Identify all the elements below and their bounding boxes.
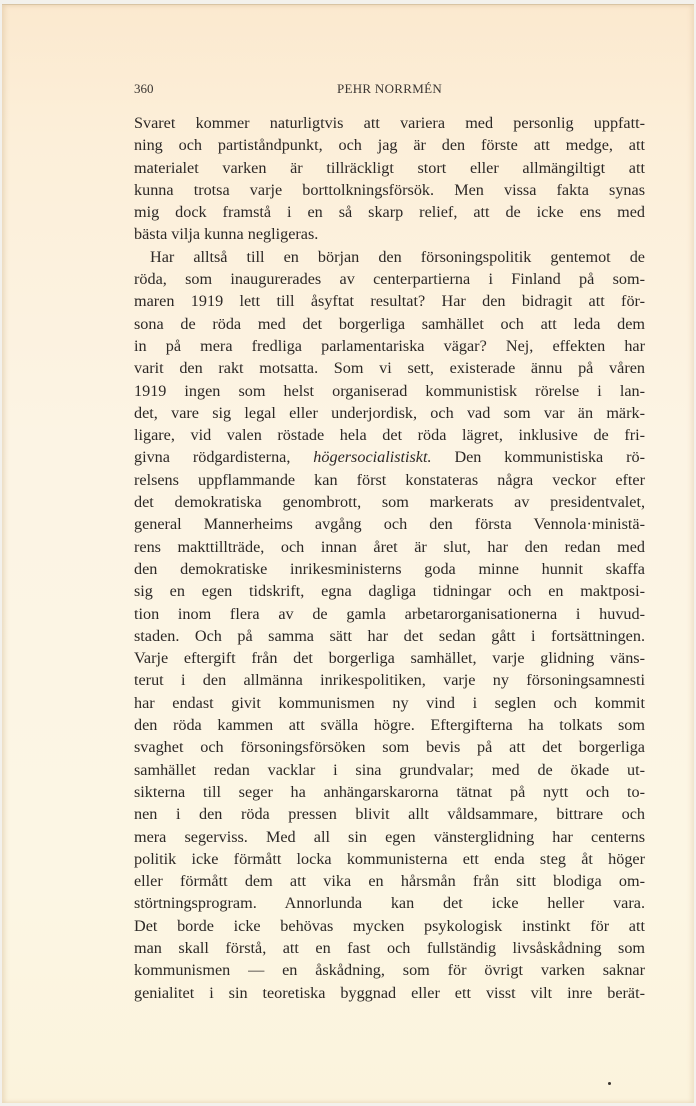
- text-line: har endast givit kommunismen ny vind i seglen och kommit: [134, 693, 645, 712]
- text-line: 1919 ingen som helst organiserad kommunistisk rörelse i lan-: [134, 381, 645, 400]
- text-line: Har alltså till en början den försoningspolitik gentemot de: [150, 247, 645, 266]
- text-line: störtningsprogram. Annorlunda kan det icke heller vara.: [134, 894, 645, 913]
- text-line: Svaret kommer naturligtvis att variera med personlig uppfatt-: [134, 114, 645, 132]
- book-page: [2, 4, 694, 1103]
- text-line: eller förmått dem att vika en hårsmån från sitt blodiga om-: [134, 872, 645, 891]
- text-line: ning och partiståndpunkt, och jag är den förste att medge, att: [134, 136, 645, 155]
- text-line-with-italic: [134, 446, 645, 468]
- text-line: mig dock framstå i en så skarp relief, att de icke ens med: [134, 203, 645, 222]
- page-header: [134, 81, 645, 99]
- page-number: 360: [134, 81, 154, 96]
- body-text: [134, 112, 645, 1004]
- text-line: terut i den allmänna inrikespolitiken, varje ny försoningsamnesti: [134, 671, 645, 690]
- ink-speck: [608, 1082, 611, 1085]
- text-line: kunna trotsa varje borttolkningsförsök. Men vissa fakta synas: [134, 180, 645, 199]
- text-line: man skall förstå, att en fast och fullständig livsåskådning som: [134, 938, 645, 957]
- text-line: den röda kammen att svälla högre. Eftergifterna ha tolkats som: [134, 716, 645, 735]
- text-line: Det borde icke behövas mycken psykologisk instinkt för att: [134, 916, 645, 935]
- text-line: nen i den röda pressen blivit allt våldsammare, bittrare och: [134, 805, 645, 824]
- text-line: kommunismen — en åskådning, som för övrigt varken saknar: [134, 961, 645, 980]
- text-line: relsens uppflammande kan först konstateras några veckor efter: [134, 470, 645, 489]
- text-line: rens makttillträde, och innan året är slut, har den redan med: [134, 537, 645, 556]
- text-line: in på mera fredliga parlamentariska vägar? Nej, effekten har: [134, 336, 645, 355]
- text-line: Varje eftergift från det borgerliga samhället, varje glidning väns-: [134, 649, 645, 668]
- text-line: staden. Och på samma sätt har det sedan gått i fortsättningen.: [134, 626, 645, 645]
- text-line: sig en egen tidskrift, egna dagliga tidningar och en maktposi-: [134, 582, 645, 601]
- text-line: mera segerviss. Med all sin egen vänsterglidning har centerns: [134, 827, 645, 846]
- text-segment: Den kommunistiska rö-: [431, 448, 645, 467]
- text-line: röda, som inaugurerades av centerpartierna i Finland på som-: [134, 270, 645, 289]
- text-line: bästa vilja kunna negligeras.: [134, 225, 319, 244]
- running-head-author: PEHR NORRMÉN: [336, 81, 443, 96]
- text-line: politik icke förmått locka kommunisterna ett enda steg åt höger: [134, 849, 645, 868]
- text-line: tion inom flera av de gamla arbetarorganisationerna i huvud-: [134, 604, 645, 623]
- text-line: ligare, vid valen röstade hela det röda lägret, inklusive de fri-: [134, 426, 645, 445]
- text-line: det, vare sig legal eller underjordisk, och vad som var än märk-: [134, 403, 645, 422]
- text-segment: givna rödgardisterna,: [134, 448, 314, 467]
- text-line: svaghet och försoningsförsöken som bevis på att det borgerliga: [134, 738, 645, 757]
- text-line: materialet varken är tillräckligt stort eller allmängiltigt att: [134, 158, 645, 177]
- text-line: den demokratiske inrikesministerns goda minne hunnit skaffa: [134, 559, 645, 578]
- text-line: det demokratiska genombrott, som markerats av presidentvalet,: [134, 493, 645, 512]
- text-line: genialitet i sin teoretiska byggnad eller ett visst vilt inre berät-: [134, 983, 645, 1002]
- text-line: general Mannerheims avgång och den första Vennola·ministä-: [134, 515, 645, 534]
- italic-term: högersocialistiskt.: [313, 448, 432, 467]
- text-line: varit den rakt motsatta. Som vi sett, existerade ännu på våren: [134, 359, 645, 378]
- text-line: samhället redan vacklar i sina grundvalar; med de ökade ut-: [134, 760, 645, 779]
- text-line: sikterna till seger ha anhängarskarorna tätnat på nytt och to-: [134, 782, 645, 801]
- text-line: maren 1919 lett till åsyftat resultat? Har den bidragit att för-: [134, 292, 645, 311]
- text-line: sona de röda med det borgerliga samhället och att leda dem: [134, 314, 645, 333]
